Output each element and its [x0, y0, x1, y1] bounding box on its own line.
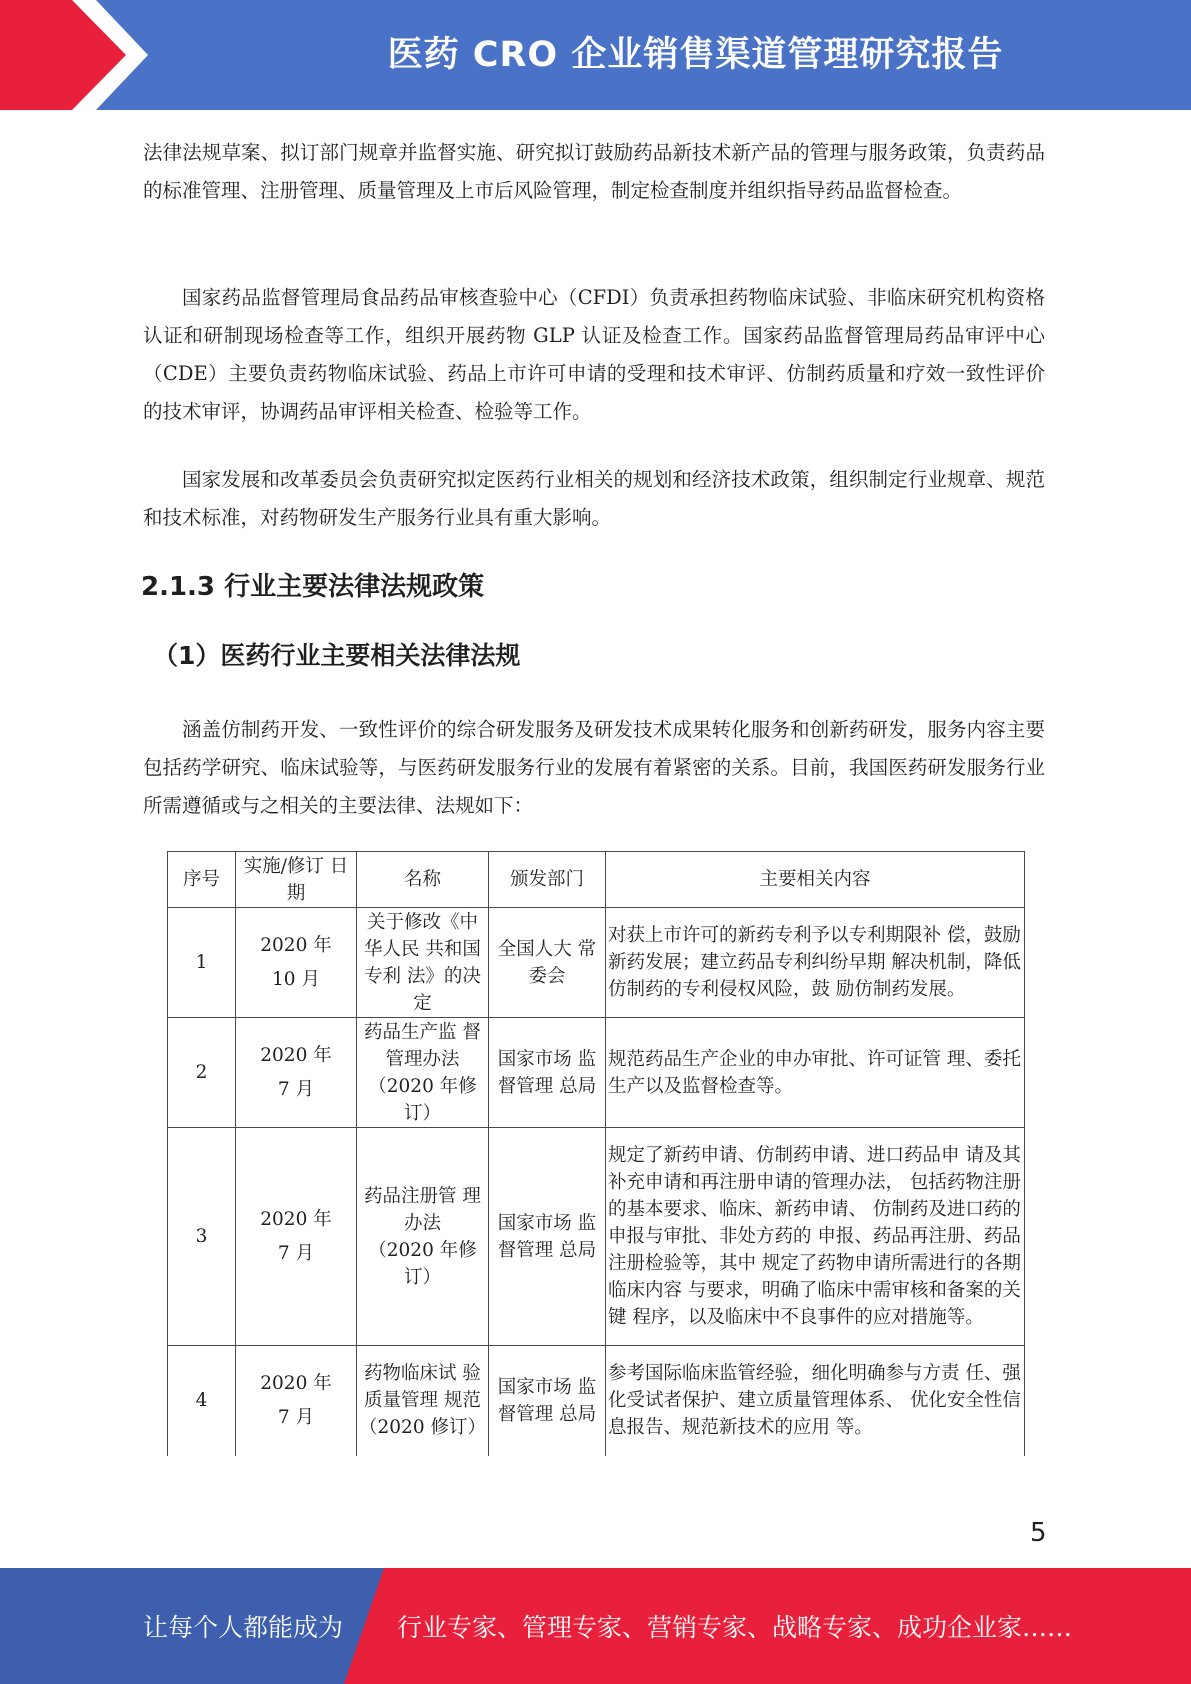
- header-chevron-decoration: [0, 0, 160, 110]
- paragraph-ndrc: 国家发展和改革委员会负责研究拟定医药行业相关的规划和经济技术政策，组织制定行业规章、规范和技术标准，对药物研发生产服务行业具有重大影响。: [143, 468, 1045, 529]
- paragraph-cfdi-cde: 国家药品监督管理局食品药品审核查验中心（CFDI）负责承担药物临床试验、非临床研究机构资格认证和研制现场检查等工作，组织开展药物 GLP 认证及检查工作。国家药品监督管理局药品审评中心（CDE）主要负责药物临床试验、药品上市许可申请的受理和技术审评、仿制药质量和疗效一致性评价的技术审评，协调药品审评相关检查、检验等工作。: [143, 286, 1045, 423]
- row-dept: 国家市场 监督管理 总局: [489, 1018, 606, 1128]
- table-row: [168, 1128, 1025, 1346]
- row-content: 规范药品生产企业的申办审批、许可证管 理、委托生产以及监督检查等。: [606, 1018, 1025, 1128]
- row-content: 对获上市许可的新药专利予以专利期限补 偿，鼓励新药发展；建立药品专利纠纷早期 解决机制，降低仿制药的专利侵权风险，鼓 励仿制药发展。: [606, 908, 1025, 1018]
- table-row: [168, 1346, 1025, 1456]
- row-name: 药品生产监 督管理办法 （2020 年修订）: [357, 1018, 489, 1128]
- header-name: 名称: [357, 852, 489, 908]
- page-number: 5: [1030, 1518, 1047, 1548]
- header-dept: 颁发部门: [489, 852, 606, 908]
- page-header: [0, 0, 1191, 110]
- row-dept: 全国人大 常委会: [489, 908, 606, 1018]
- table-row: [168, 1018, 1025, 1128]
- page-footer: [0, 1568, 1191, 1684]
- header-date: 实施/修订 日期: [236, 852, 357, 908]
- paragraph-intro-table: 涵盖仿制药开发、一致性评价的综合研发服务及研发技术成果转化服务和创新药研发，服务内容主要包括药学研究、临床试验等，与医药研发服务行业的发展有着紧密的关系。目前，我国医药研发服务行业所需遵循或与之相关的主要法律、法规如下：: [143, 718, 1045, 817]
- footer-slogan-left: 让每个人都能成为: [143, 1613, 344, 1642]
- row-name: 药品注册管 理办法 （2020 年修订）: [357, 1128, 489, 1346]
- row-content: 规定了新药申请、仿制药申请、进口药品申 请及其补充申请和再注册申请的管理办法， 包括药物注册的基本要求、临床、新药申请、 仿制药及进口药的申报与审批、非处方药的 申报、药品再注册、药品注册检验等，其中 规定了药物申请所需进行的各期临床内容 与要求，明确了临床中需审核和备案的关键 程序，以及临床中不良事件的应对措施等。: [606, 1128, 1025, 1346]
- row-date: 2020 年 10 月: [236, 908, 357, 1018]
- row-content: 参考国际临床监管经验，细化明确参与方责 任、强化受试者保护、建立质量管理体系、 优化安全性信息报告、规范新技术的应用 等。: [606, 1346, 1025, 1456]
- row-no: 1: [168, 908, 236, 1018]
- subsection-heading: （1）医药行业主要相关法律法规: [153, 641, 521, 670]
- report-title: 医药 CRO 企业销售渠道管理研究报告: [387, 35, 1004, 75]
- row-name: 药物临床试 验质量管理 规范（2020 修订）: [357, 1346, 489, 1456]
- row-no: 3: [168, 1128, 236, 1346]
- section-heading: 2.1.3 行业主要法律法规政策: [141, 572, 485, 602]
- laws-table: [167, 851, 1025, 1456]
- table-header-row: [168, 852, 1025, 908]
- header-no: 序号: [168, 852, 236, 908]
- row-dept: 国家市场 监督管理 总局: [489, 1346, 606, 1456]
- row-date: 2020 年 7 月: [236, 1128, 357, 1346]
- row-date: 2020 年 7 月: [236, 1018, 357, 1128]
- row-no: 2: [168, 1018, 236, 1128]
- row-name: 关于修改《中华人民 共和国专利 法》的决定: [357, 908, 489, 1018]
- header-content: 主要相关内容: [606, 852, 1025, 908]
- row-no: 4: [168, 1346, 236, 1456]
- footer-slogan-right: 行业专家、管理专家、营销专家、战略专家、成功企业家……: [397, 1613, 1073, 1642]
- row-dept: 国家市场 监督管理 总局: [489, 1128, 606, 1346]
- table-row: [168, 908, 1025, 1018]
- paragraph-regulator-duties: 法律法规草案、拟订部门规章并监督实施、研究拟订鼓励药品新技术新产品的管理与服务政策，负责药品的标准管理、注册管理、质量管理及上市后风险管理，制定检查制度并组织指导药品监督检查。: [143, 141, 1045, 202]
- row-date: 2020 年 7 月: [236, 1346, 357, 1456]
